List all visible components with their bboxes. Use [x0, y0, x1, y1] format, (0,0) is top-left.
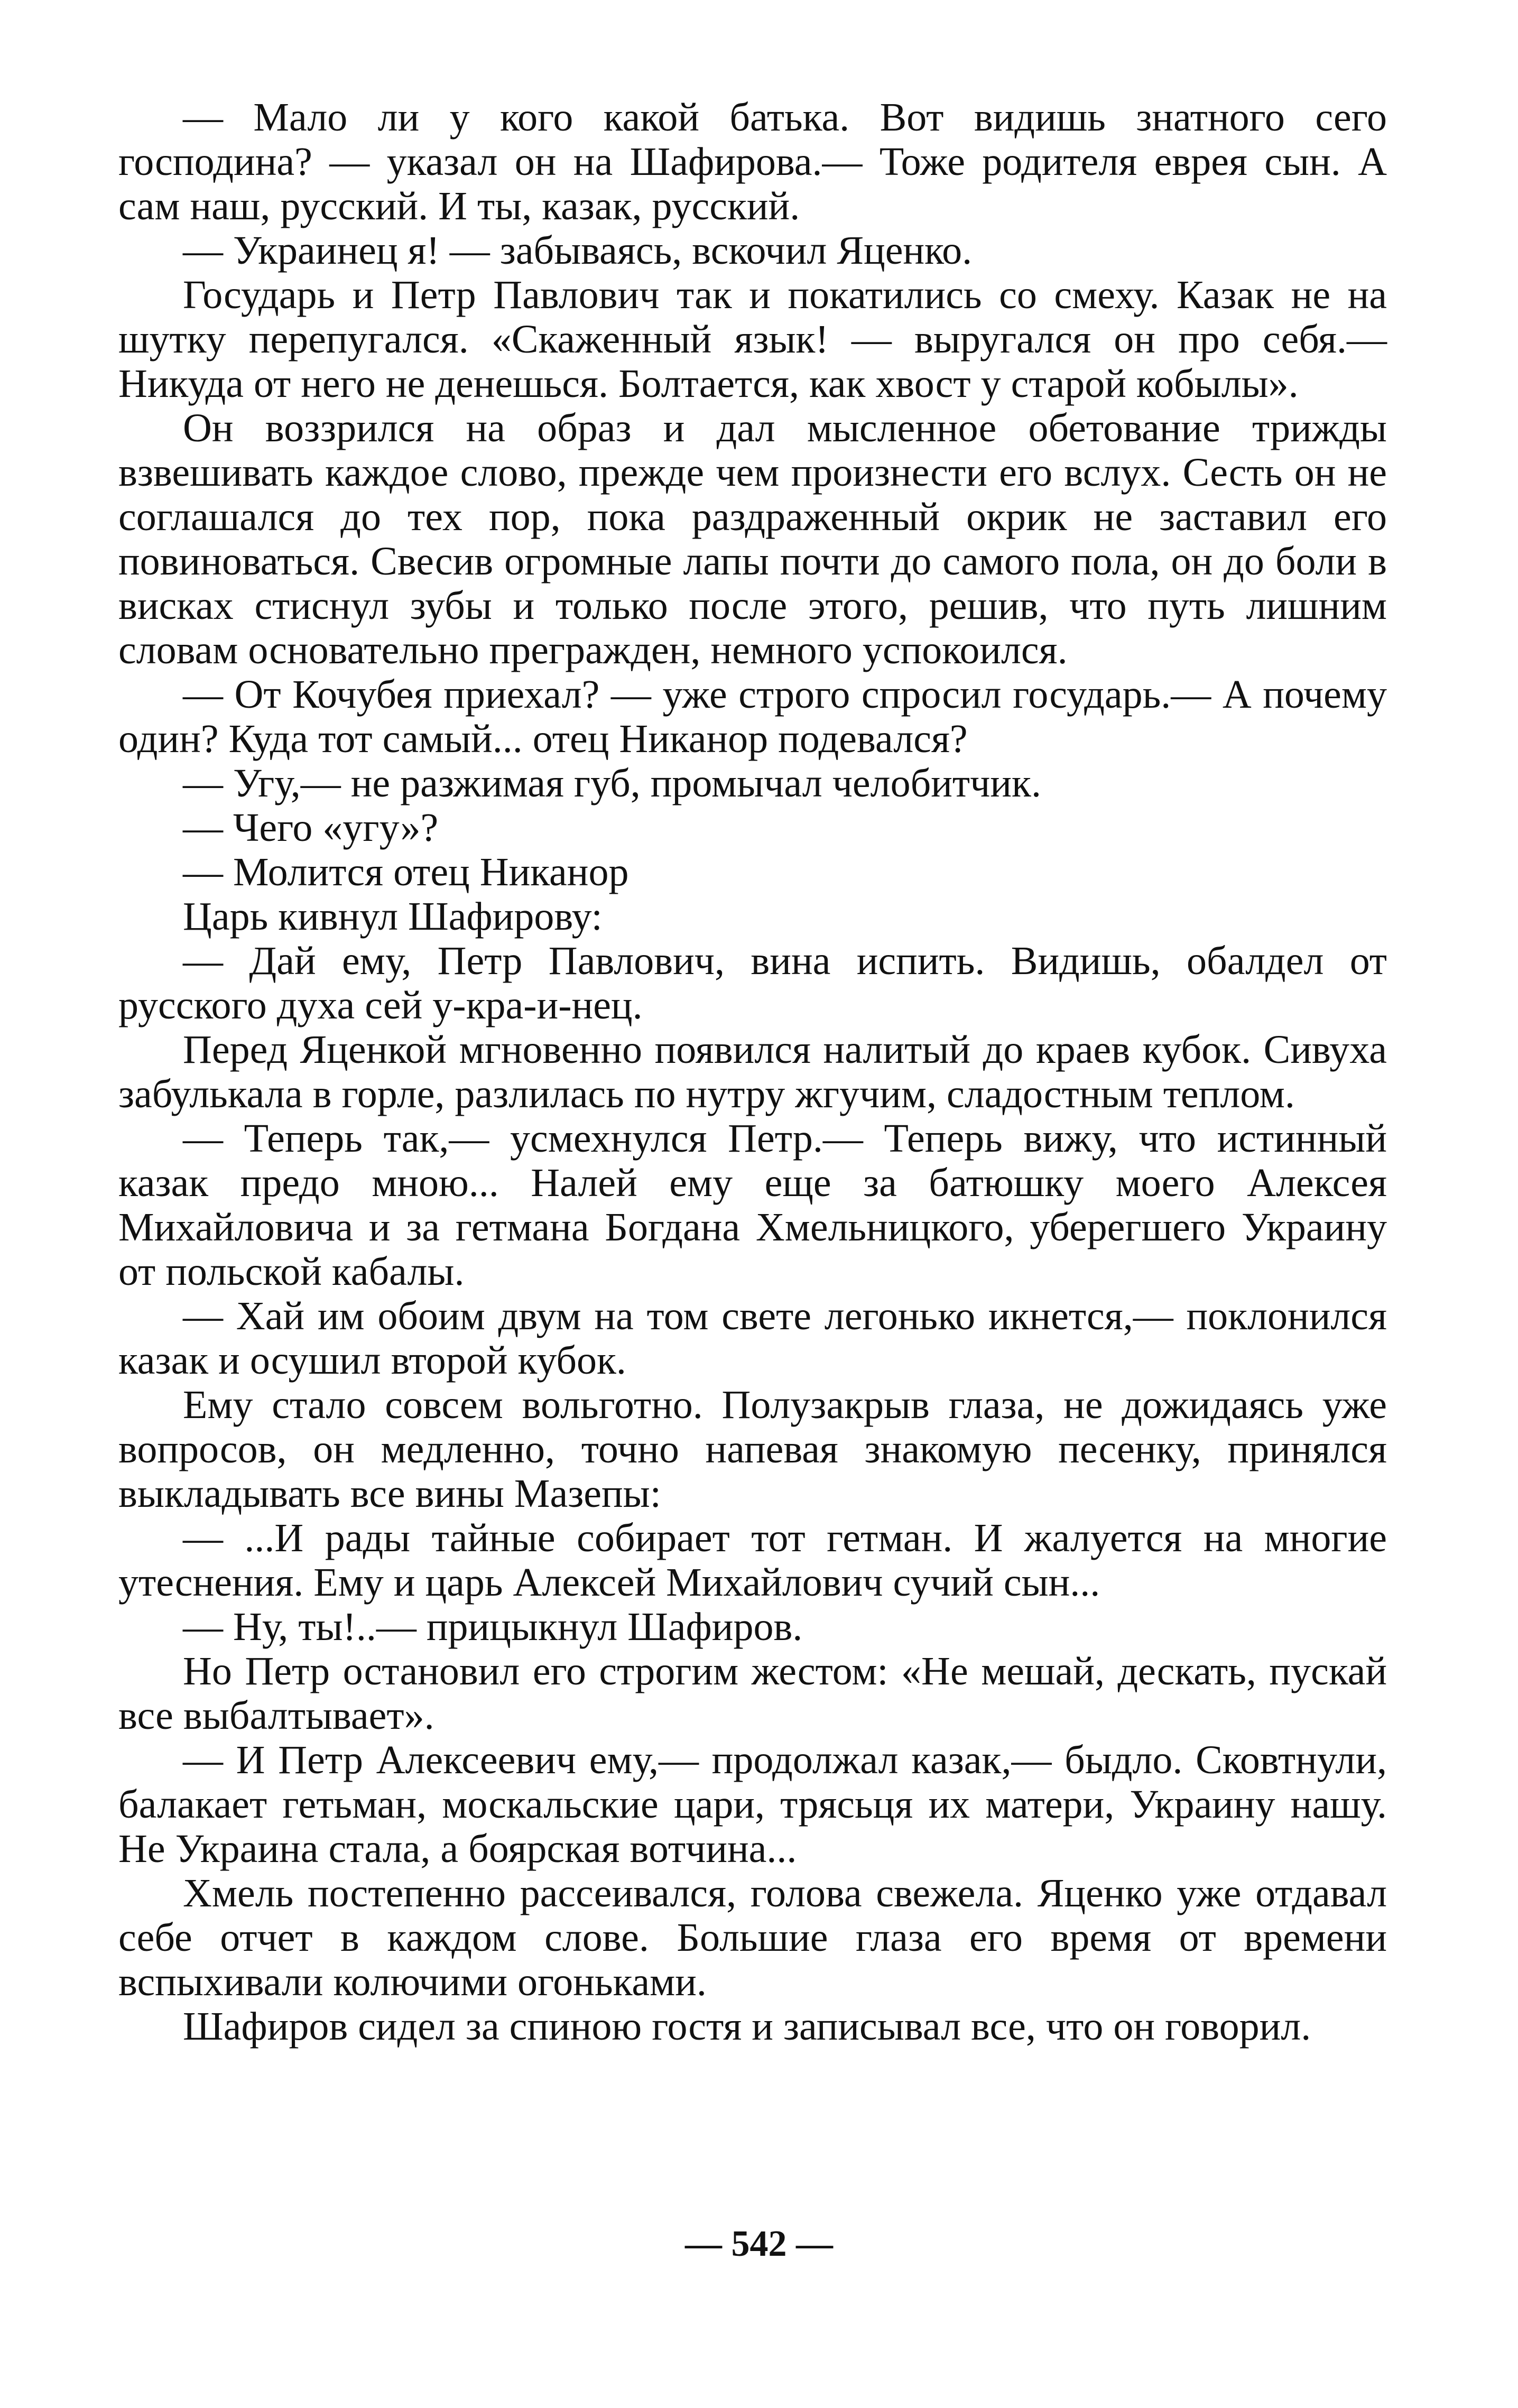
paragraph: — Дай ему, Петр Павлович, вина испить. Видишь, обалдел от русского духа сей у-кра-и-нец.	[118, 939, 1387, 1027]
paragraph: — От Кочубея приехал? — уже строго спросил государь.— А почему один? Куда тот самый... отец Никанор подевался?	[118, 672, 1387, 761]
paragraph: — Чего «угу»?	[183, 805, 439, 850]
paragraph: — Теперь так,— усмехнулся Петр.— Теперь вижу, что истинный казак предо мною... Налей ему еще за батюшку моего Алексея Михайловича и за гетмана Богдана Хмельницкого, уберегшего Украину от польской кабалы.	[118, 1116, 1387, 1294]
paragraph: — Мало ли у кого какой батька. Вот видишь знатного сего господина? — указал он на Шафирова.— Тоже родителя еврея сын. А сам наш, русский. И ты, казак, русский.	[118, 95, 1387, 228]
paragraph: Но Петр остановил его строгим жестом: «Не мешай, дескать, пускай все выбалтывает».	[118, 1649, 1387, 1738]
paragraph: — Украинец я! — забываясь, вскочил Яценко.	[183, 228, 973, 273]
paragraph: Он воззрился на образ и дал мысленное обетование трижды взвешивать каждое слово, прежде чем произнести его вслух. Сесть он не соглашался до тех пор, пока раздраженный окрик не заставил его повиноваться. Свесив огромные лапы почти до самого пола, он до боли в висках стиснул зубы и только после этого, решив, что путь лишним словам основательно прегражден, немного успокоился.	[118, 406, 1387, 672]
paragraph: Шафиров сидел за спиною гостя и записывал все, что он говорил.	[183, 2004, 1311, 2049]
paragraph: — ...И рады тайные собирает тот гетман. И жалуется на многие утеснения. Ему и царь Алексей Михайлович сучий сын...	[118, 1516, 1387, 1605]
paragraph: Царь кивнул Шафирову:	[183, 894, 603, 939]
paragraph: Хмель постепенно рассеивался, голова свежела. Яценко уже отдавал себе отчет в каждом слове. Большие глаза его время от времени вспыхивали колючими огоньками.	[118, 1871, 1387, 2004]
paragraph: — Ну, ты!..— прицыкнул Шафиров.	[183, 1605, 803, 1649]
paragraph: Ему стало совсем вольготно. Полузакрыв глаза, не дожидаясь уже вопросов, он медленно, точно напевая знакомую песенку, принялся выкладывать все вины Мазепы:	[118, 1383, 1387, 1516]
paragraph: — Хай им обоим двум на том свете легонько икнется,— поклонился казак и осушил второй кубок.	[118, 1294, 1387, 1383]
paragraph: Перед Яценкой мгновенно появился налитый до краев кубок. Сивуха забулькала в горле, разлилась по нутру жгучим, сладостным теплом.	[118, 1027, 1387, 1116]
body-text	[118, 95, 1387, 2049]
paragraph: — Угу,— не разжимая губ, промычал челобитчик.	[183, 761, 1041, 805]
page-number: — 542 —	[685, 2224, 833, 2264]
paragraph: — Молится отец Никанор	[183, 850, 629, 894]
paragraph: Государь и Петр Павлович так и покатились со смеху. Казак не на шутку перепугался. «Скаженный язык! — выругался он про себя.— Никуда от него не денешься. Болтается, как хвост у старой кобылы».	[118, 273, 1387, 406]
paragraph: — И Петр Алексеевич ему,— продолжал казак,— быдло. Сковтнули, балакает гетьман, москальские цари, трясьця их матери, Украину нашу. Не Украина стала, а боярская вотчина...	[118, 1738, 1387, 1871]
